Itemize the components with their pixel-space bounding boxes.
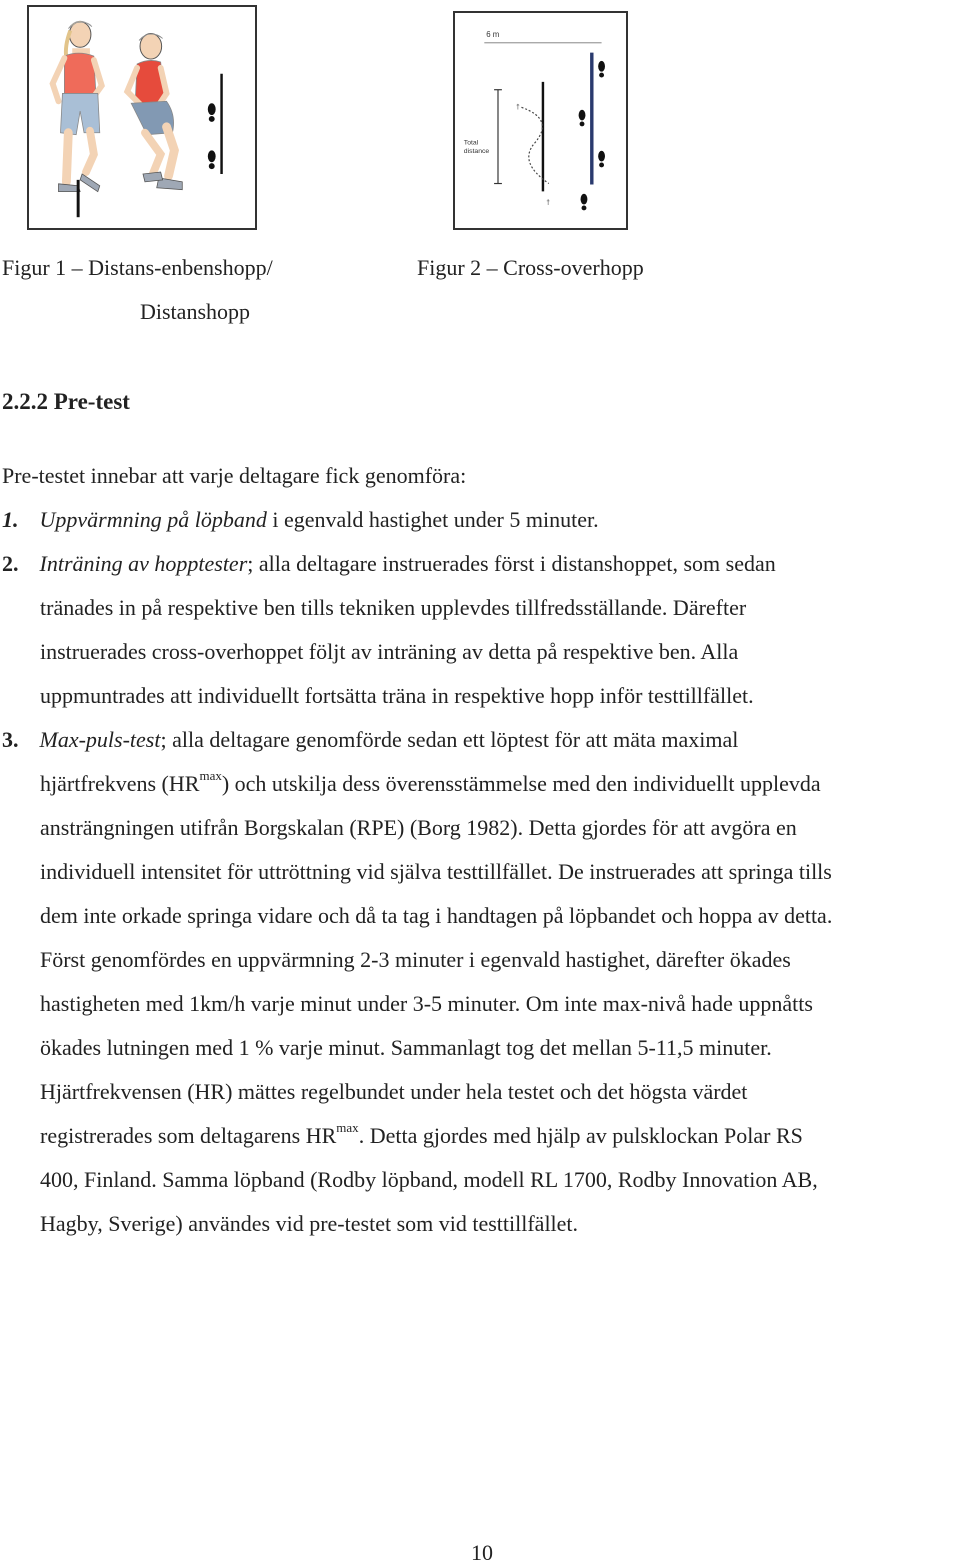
item-3-text-line1: ; alla deltagare genomförde sedan ett löptest för att mäta maximal	[160, 727, 739, 752]
list-item-3	[2, 727, 738, 753]
svg-text:↟: ↟	[514, 102, 522, 112]
list-item-2	[2, 551, 776, 577]
figure-1-caption: Figur 1 – Distans-enbenshopp/	[2, 255, 273, 280]
hr-max-superscript: max	[336, 1120, 359, 1135]
figure-2-caption: Figur 2 – Cross-overhopp	[417, 255, 644, 280]
label-distance: distance	[463, 148, 490, 156]
item-3-text-line2	[40, 768, 821, 797]
item-3-text-line9: Hjärtfrekvensen (HR) mättes regelbundet under hela testet och det högsta värdet	[40, 1079, 748, 1104]
item-3-text-line10	[40, 1120, 803, 1149]
item-3-text-line5: dem inte orkade springa vidare och då ta tag i handtagen på löpbandet och hoppa av detta.	[40, 903, 833, 928]
item-2-text-line3: instruerades cross-overhoppet följt av inträning av detta på respektive ben. Alla	[40, 639, 739, 664]
item-3-text-line12: Hagby, Sverige) användes vid pre-testet som vid testtillfället.	[40, 1211, 579, 1236]
item-3-text-line6: Först genomfördes en uppvärmning 2-3 minuter i egenvald hastighet, därefter ökades	[40, 947, 791, 972]
figure-1-caption-line2: Distanshopp	[140, 299, 250, 324]
item-3-title: Max-puls-test	[39, 727, 161, 752]
item-2-text-line4: uppmuntrades att individuellt fortsätta träna in respektive hopp inför testtillfället.	[40, 683, 754, 708]
figure-2-crossover-hop	[453, 11, 628, 230]
item-3-text-line7: hastigheten med 1km/h varje minut under 3-5 minuter. Om inte max-nivå hade uppnåtts	[40, 991, 813, 1016]
item-3-text-line4: individuell intensitet för uttröttning vid själva testtillfället. De instruerades att springa tills	[40, 859, 832, 884]
woman-crouched	[127, 34, 182, 190]
list-item-1	[2, 507, 599, 533]
item-3-text-line11: 400, Finland. Samma löpband (Rodby löpband, modell RL 1700, Rodby Innovation AB,	[40, 1167, 818, 1192]
item-1-text: i egenvald hastighet under 5 minuter.	[266, 507, 599, 532]
svg-text:↟: ↟	[544, 198, 552, 208]
item-3-line10-start: registrerades som deltagarens HR	[40, 1123, 337, 1148]
item-2-text-line2: tränades in på respektive ben tills tekniken upplevdes tillfredsställande. Därefter	[40, 595, 747, 620]
figure-1-illustration	[29, 7, 255, 228]
label-6m: 6 m	[486, 29, 500, 39]
intro-text: Pre-testet innebar att varje deltagare fick genomföra:	[2, 463, 467, 488]
woman-standing	[53, 21, 102, 217]
figure-2-diagram	[455, 13, 626, 228]
item-3-line2-end: ) och utskilja dess överensstämmelse med den individuellt upplevda	[221, 771, 821, 796]
hr-max-superscript: max	[199, 768, 222, 783]
item-2-number: 2.	[2, 551, 19, 576]
item-3-text-line3: ansträngningen utifrån Borgskalan (RPE) (Borg 1982). Detta gjordes för att avgöra en	[40, 815, 797, 840]
item-1-number: 1.	[2, 507, 19, 532]
footprint-icon	[208, 103, 216, 169]
page-number: 10	[471, 1540, 493, 1565]
item-2-text-line1: ; alla deltagare instruerades först i distanshoppet, som sedan	[247, 551, 776, 576]
item-3-number: 3.	[2, 727, 19, 752]
item-3-text-line8: ökades lutningen med 1 % varje minut. Sammanlagt tog det mellan 5-11,5 minuter.	[40, 1035, 772, 1060]
item-3-line10-end: . Detta gjordes med hjälp av pulsklockan Polar RS	[358, 1123, 803, 1148]
item-3-line2-start: hjärtfrekvens (HR	[40, 771, 200, 796]
figure-1-distance-hop	[27, 5, 257, 230]
label-total: Total	[463, 139, 479, 147]
item-1-title: Uppvärmning på löpband	[39, 507, 267, 532]
section-heading: 2.2.2 Pre-test	[2, 389, 130, 414]
item-2-title: Inträning av hopptester	[39, 551, 248, 576]
